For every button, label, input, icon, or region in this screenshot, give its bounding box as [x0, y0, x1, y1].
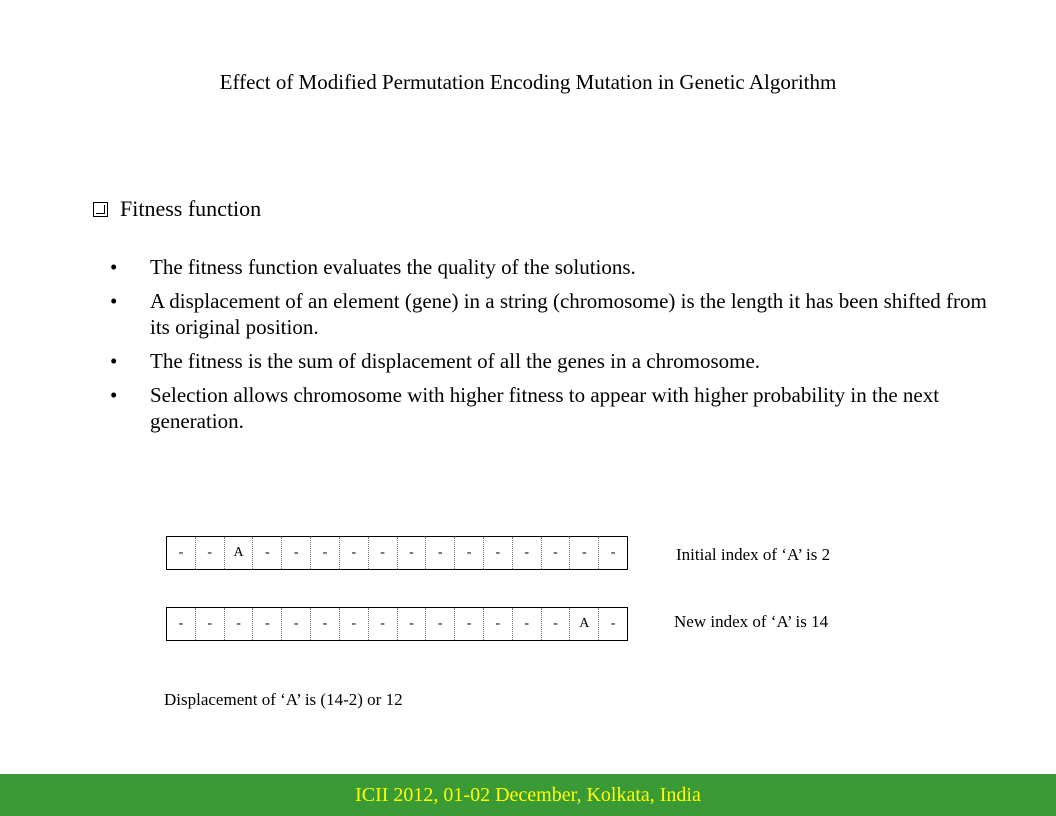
bullet-text: The fitness is the sum of displacement of all the genes in a chromosome. [150, 349, 761, 373]
gene-cell: - [252, 608, 281, 640]
bullet-list [110, 254, 990, 442]
gene-cell: - [281, 537, 310, 569]
section-heading [93, 196, 261, 222]
footer-text: ICII 2012, 01-02 December, Kolkata, India [355, 783, 701, 806]
gene-cell: - [454, 537, 483, 569]
new-chromosome-strip [166, 607, 628, 641]
gene-cell: - [339, 537, 368, 569]
gene-cell: - [368, 608, 397, 640]
gene-cell: - [397, 608, 426, 640]
gene-cell: - [425, 537, 454, 569]
bullet-item [110, 288, 990, 340]
gene-cell: - [310, 537, 339, 569]
gene-cell: - [224, 608, 253, 640]
gene-cell: - [368, 537, 397, 569]
gene-cell: - [178, 545, 184, 560]
gene-cell: - [310, 608, 339, 640]
gene-cell: - [483, 537, 512, 569]
bullet-dot: • [110, 383, 118, 407]
gene-cell: - [598, 608, 627, 640]
gene-cell: - [252, 537, 281, 569]
checkbox-icon [93, 202, 108, 217]
slide-title: Effect of Modified Permutation Encoding Mutation in Genetic Algorithm [219, 70, 837, 94]
bullet-text: A displacement of an element (gene) in a string (chromosome) is the length it has been shifted from its original position. [150, 289, 987, 339]
bullet-item [110, 254, 990, 280]
gene-cell: - [397, 537, 426, 569]
gene-cell: - [281, 608, 310, 640]
gene-cell: - [541, 537, 570, 569]
gene-cell: - [178, 616, 184, 631]
gene-cell: - [598, 537, 627, 569]
bullet-text: Selection allows chromosome with higher fitness to appear with higher probability in the next generation. [150, 383, 940, 433]
gene-cell: A [224, 537, 253, 569]
initial-chromosome-strip [166, 536, 628, 570]
bullet-item [110, 382, 990, 434]
gene-cell: - [195, 608, 224, 640]
footer-bar [0, 774, 1056, 816]
new-index-label: New index of ‘A’ is 14 [674, 612, 829, 631]
bullet-item [110, 348, 990, 374]
gene-cell: - [512, 537, 541, 569]
gene-cell: - [339, 608, 368, 640]
gene-cell: - [425, 608, 454, 640]
gene-cell: - [454, 608, 483, 640]
gene-cell: - [483, 608, 512, 640]
section-heading-text: Fitness function [120, 196, 262, 221]
initial-index-label: Initial index of ‘A’ is 2 [676, 545, 831, 564]
bullet-dot: • [110, 255, 118, 279]
gene-cell: A [569, 608, 598, 640]
gene-cell: - [195, 537, 224, 569]
bullet-dot: • [110, 289, 118, 313]
gene-cell: - [512, 608, 541, 640]
gene-cell: - [541, 608, 570, 640]
bullet-dot: • [110, 349, 118, 373]
bullet-text: The fitness function evaluates the quality of the solutions. [150, 255, 636, 279]
gene-cell: - [569, 537, 598, 569]
displacement-text: Displacement of ‘A’ is (14-2) or 12 [164, 690, 403, 709]
